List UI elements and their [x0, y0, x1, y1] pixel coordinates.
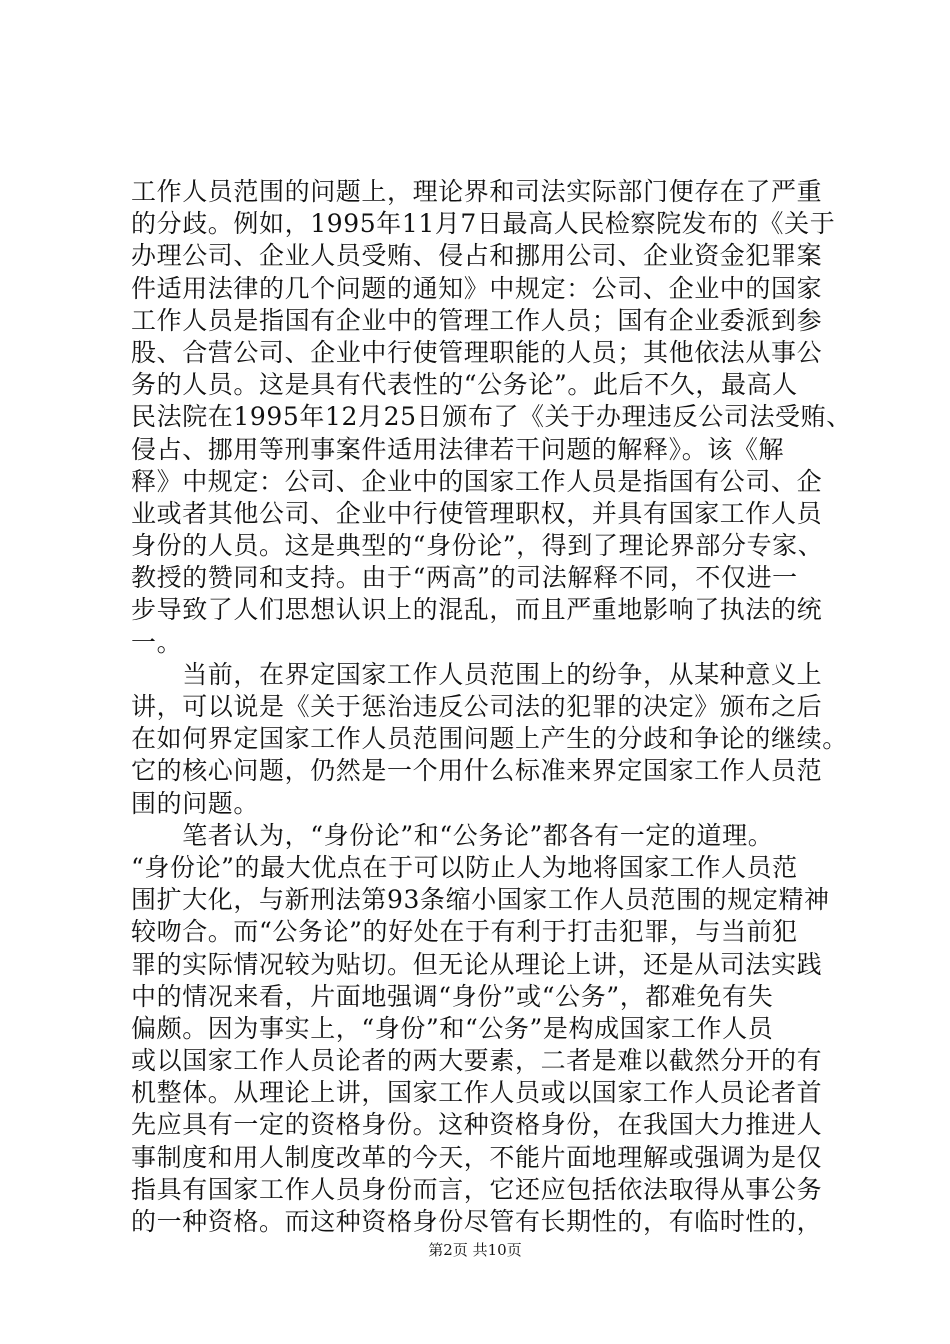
text-line: “身份论”的最大优点在于可以防止人为地将国家工作人员范: [131, 852, 798, 882]
text-line: 股、合营公司、企业中行使管理职能的人员；其他依法从事公: [131, 337, 823, 367]
text-line: 它的核心问题，仍然是一个用什么标准来界定国家工作人员范: [131, 756, 823, 786]
text-line: 罪的实际情况较为贴切。但无论从理论上讲，还是从司法实践: [131, 949, 823, 979]
text-line: 的分歧。例如，1995年11月7日最高人民检察院发布的《关于: [131, 209, 836, 239]
text-line: 工作人员是指国有企业中的管理工作人员；国有企业委派到参: [131, 305, 823, 335]
text-line: 释》中规定：公司、企业中的国家工作人员是指国有公司、企: [131, 466, 823, 496]
text-line: 指具有国家工作人员身份而言，它还应包括依法取得从事公务: [131, 1174, 823, 1204]
text-line: 机整体。从理论上讲，国家工作人员或以国家工作人员论者首: [131, 1078, 823, 1108]
body-text: [131, 176, 852, 1238]
text-line: 件适用法律的几个问题的通知》中规定：公司、企业中的国家: [131, 273, 823, 303]
text-line: 围扩大化，与新刑法第93条缩小国家工作人员范围的规定精神: [131, 885, 830, 915]
text-line: 步导致了人们思想认识上的混乱，而且严重地影响了执法的统: [131, 595, 823, 625]
text-line: 讲，可以说是《关于惩治违反公司法的犯罪的决定》颁布之后: [131, 692, 823, 721]
text-line: 工作人员范围的问题上，理论界和司法实际部门便存在了严重: [131, 177, 823, 206]
text-line: 中的情况来看，片面地强调“身份”或“公务”，都难免有失: [131, 981, 774, 1011]
text-line: 民法院在1995年12月25日颁布了《关于办理违反公司法受贿、: [131, 402, 852, 432]
text-line: 一。: [131, 627, 183, 657]
text-line: 教授的赞同和支持。由于“两高”的司法解释不同，不仅进一: [131, 563, 798, 593]
text-line: 的一种资格。而这种资格身份尽管有长期性的，有临时性的，: [131, 1207, 823, 1236]
text-line: 偏颇。因为事实上，“身份”和“公务”是构成国家工作人员: [131, 1013, 774, 1043]
text-line: 先应具有一定的资格身份。这种资格身份，在我国大力推进人: [131, 1110, 823, 1140]
text-line: 务的人员。这是具有代表性的“公务论”。此后不久，最高人: [131, 370, 798, 400]
text-line: 围的问题。: [131, 788, 260, 818]
text-line: 事制度和用人制度改革的今天，不能片面地理解或强调为是仅: [131, 1142, 823, 1172]
text-line: 侵占、挪用等刑事案件适用法律若干问题的解释》。该《解: [131, 434, 785, 464]
text-line: 较吻合。而“公务论”的好处在于有利于打击犯罪，与当前犯: [131, 917, 798, 947]
text-line: 业或者其他公司、企业中行使管理职权，并具有国家工作人员: [131, 498, 823, 528]
text-line: 笔者认为，“身份论”和“公务论”都各有一定的道理。: [131, 820, 774, 850]
page-number-footer: 第2页 共10页: [428, 1241, 522, 1259]
text-line: 或以国家工作人员论者的两大要素，二者是难以截然分开的有: [131, 1046, 823, 1076]
text-line: 办理公司、企业人员受贿、侵占和挪用公司、企业资金犯罪案: [131, 241, 823, 271]
text-line: 当前，在界定国家工作人员范围上的纷争，从某种意义上: [131, 659, 823, 689]
text-line: 身份的人员。这是典型的“身份论”，得到了理论界部分专家、: [131, 531, 824, 561]
text-line: 在如何界定国家工作人员范围问题上产生的分歧和争论的继续。: [131, 724, 848, 754]
